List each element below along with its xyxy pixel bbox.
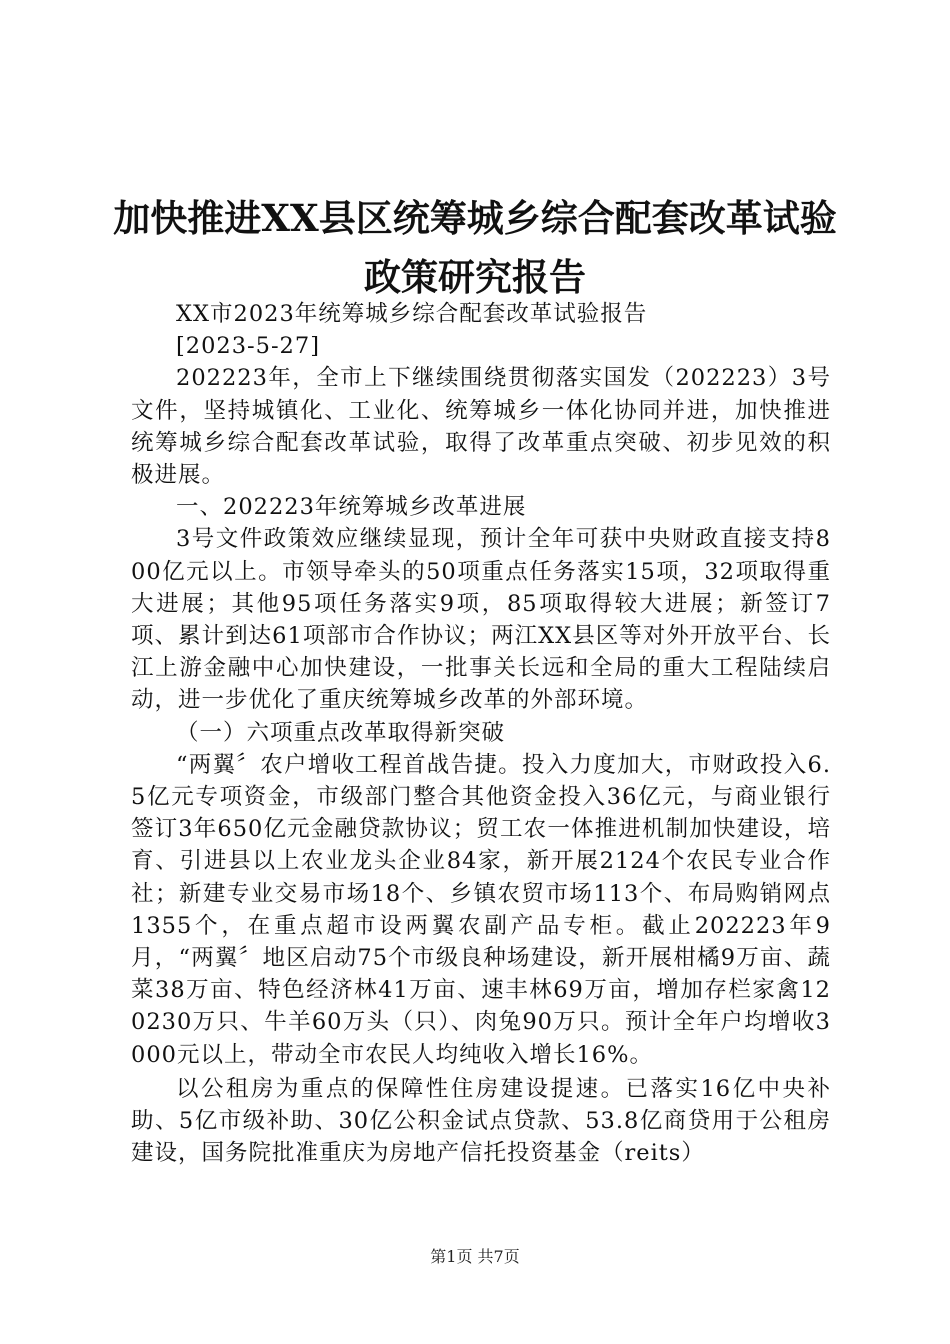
paragraph-public-housing: 以公租房为重点的保障性住房建设提速。已落实16亿中央补助、5亿市级补助、30亿公积金试点贷款、53.8亿商贷用于公租房建设，国务院批准重庆为房地产信托投资基金（reits） — [131, 1075, 831, 1167]
paragraph-two-wings: “两翼〞农户增收工程首战告捷。投入力度加大，市财政投入6.5亿元专项资金，市级部门整合其他资金投入36亿元，与商业银行签订3年650亿元金融贷款协议；贸工农一体推进机制加快建设，培育、引进县以上农业龙头企业84家，新开展2124个农民专业合作社；新建专业交易市场18个、乡镇农贸市场113个、布局购销网点1355个，在重点超市设两翼农副产品专柜。截止202223年9月，“两翼〞地区启动75个市级良种场建设，新开展柑橘9万亩、蔬菜38万亩、特色经济林41万亩、速丰林69万亩，增加存栏家禽120230万只、牛羊60万头（只）、肉兔90万只。预计全年户均增收3000元以上，带动全市农民人均纯收入增长16%。 — [131, 751, 831, 1068]
document-body — [131, 298, 831, 1169]
section-heading-1: 一、202223年统筹城乡改革进展 — [176, 494, 527, 521]
paragraph-intro: 202223年，全市上下继续围绕贯彻落实国发（202223）3号文件，坚持城镇化、工业化、统筹城乡一体化协同并进，加快推进统筹城乡综合配套改革试验，取得了改革重点突破、初步见效的积极进展。 — [131, 365, 831, 489]
document-title-line2: 政策研究报告 — [364, 255, 586, 299]
subsection-heading-1: （一）六项重点改革取得新突破 — [176, 719, 506, 746]
paragraph-progress: 3号文件政策效应继续显现，预计全年可获中央财政直接支持800亿元以上。市领导牵头的50项重点任务落实15项，32项取得重大进展；其他95项任务落实9项，85项取得较大进展；新签订7项、累计到达61项部市合作协议；两江XX县区等对外开放平台、长江上游金融中心加快建设，一批事关长远和全局的重大工程陆续启动，进一步优化了重庆统筹城乡改革的外部环境。 — [131, 526, 831, 714]
page-footer: 第1页 共7页 — [430, 1247, 520, 1266]
report-subtitle: XX市2023年统筹城乡综合配套改革试验报告 — [176, 301, 648, 327]
report-date: [2023-5-27] — [176, 333, 320, 360]
document-title-line1: 加快推进XX县区统筹城乡综合配套改革试验 — [113, 196, 837, 240]
